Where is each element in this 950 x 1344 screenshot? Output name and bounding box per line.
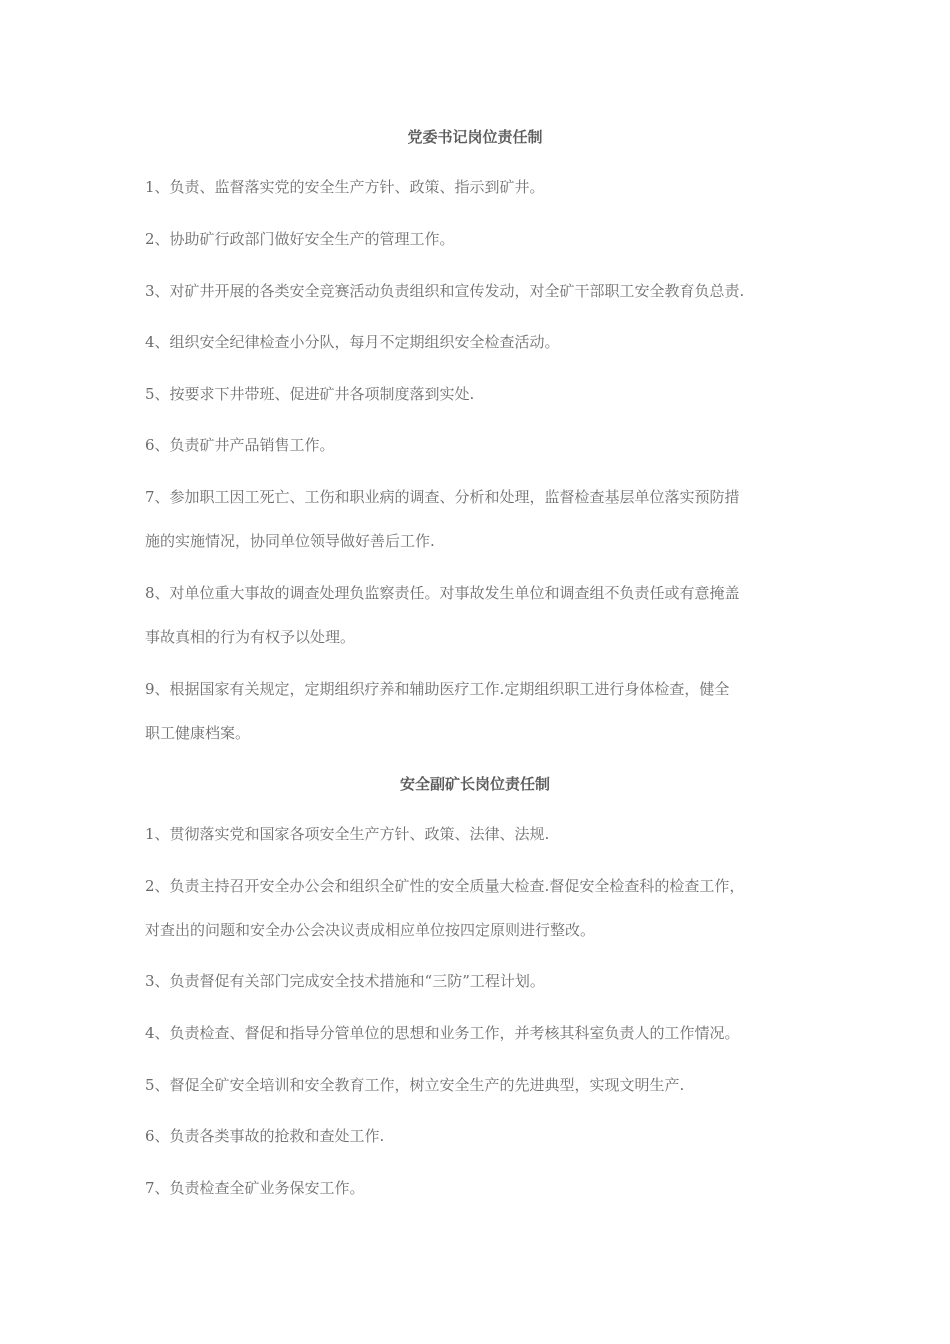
section-2-item-1: 1、贯彻落实党和国家各项安全生产方针、政策、法律、法规. [145,825,550,843]
section-2-title: 安全副矿长岗位责任制 [399,775,550,793]
section-2-item-3: 3、负责督促有关部门完成安全技术措施和“三防”工程计划。 [145,972,545,990]
section-1-title: 党委书记岗位责任制 [407,128,543,146]
section-1-item-5: 5、按要求下井带班、促进矿井各项制度落到实处. [145,385,475,403]
section-1-item-1: 1、负责、监督落实党的安全生产方针、政策、指示到矿井。 [145,178,545,196]
section-2-item-5: 5、督促全矿安全培训和安全教育工作，树立安全生产的先进典型，实现文明生产. [145,1076,685,1094]
section-1-item-7-line-2: 施的实施情况，协同单位领导做好善后工作. [145,532,435,550]
section-2-item-7: 7、负责检查全矿业务保安工作。 [145,1179,365,1197]
section-2-item-2-line-1: 2、负责主持召开安全办公会和组织全矿性的安全质量大检查.督促安全检查科的检查工作， [145,877,745,895]
section-1-item-8-line-1: 8、对单位重大事故的调查处理负监察责任。对事故发生单位和调查组不负责任或有意掩盖 [145,584,740,602]
section-1-item-4: 4、组织安全纪律检查小分队，每月不定期组织安全检查活动。 [145,333,560,351]
section-1-item-3: 3、对矿井开展的各类安全竞赛活动负责组织和宣传发动，对全矿干部职工安全教育负总责. [145,282,745,300]
section-1-item-9-line-1: 9、根据国家有关规定，定期组织疗养和辅助医疗工作.定期组织职工进行身体检查，健全 [145,680,730,698]
section-1-item-8-line-2: 事故真相的行为有权予以处理。 [145,628,356,646]
section-1-item-6: 6、负责矿井产品销售工作。 [145,436,335,454]
section-2-item-6: 6、负责各类事故的抢救和查处工作. [145,1127,385,1145]
section-1-item-2: 2、协助矿行政部门做好安全生产的管理工作。 [145,230,455,248]
section-2-item-4: 4、负责检查、督促和指导分管单位的思想和业务工作，并考核其科室负责人的工作情况。 [145,1024,740,1042]
section-1-item-9-line-2: 职工健康档案。 [145,724,251,742]
section-2-item-2-line-2: 对查出的问题和安全办公会决议责成相应单位按四定原则进行整改。 [145,921,596,939]
section-1-item-7-line-1: 7、参加职工因工死亡、工伤和职业病的调查、分析和处理，监督检查基层单位落实预防措 [145,488,740,506]
